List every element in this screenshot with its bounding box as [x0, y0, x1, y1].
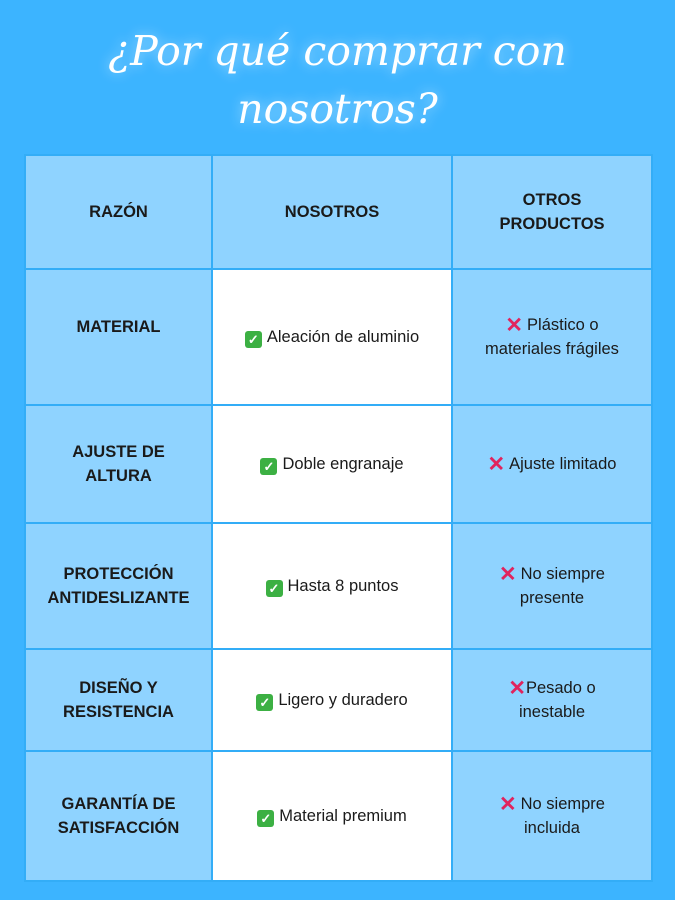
- others-text-line2: presente: [519, 589, 585, 607]
- row-label: [25, 269, 212, 405]
- row-label-line2: ALTURA: [85, 467, 152, 485]
- cross-mark-icon: ✕: [499, 563, 517, 586]
- check-mark-icon: ✓: [257, 810, 274, 827]
- table-header-row: [25, 155, 652, 269]
- page-title-line2: nosotros?: [237, 85, 438, 133]
- table-row: [25, 523, 652, 649]
- others-text-line2: materiales frágiles: [485, 340, 619, 358]
- row-label-line2: SATISFACCIÓN: [57, 819, 180, 837]
- check-mark-icon: ✓: [256, 694, 273, 711]
- row-label-line1: PROTECCIÓN: [63, 565, 174, 583]
- header-reason: RAZÓN: [25, 155, 212, 269]
- row-label: [25, 751, 212, 881]
- others-text-line1: Plástico o: [527, 316, 599, 334]
- page-title-line1: ¿Por qué comprar con: [108, 27, 567, 75]
- ours-cell: [212, 523, 452, 649]
- row-label-line1: DISEÑO Y: [79, 679, 158, 697]
- row-label: [25, 405, 212, 523]
- header-others: [452, 155, 652, 269]
- ours-cell: [212, 649, 452, 751]
- table-row: [25, 649, 652, 751]
- comparison-table: [24, 154, 653, 882]
- check-mark-icon: ✓: [266, 580, 283, 597]
- others-text-line1: Ajuste limitado: [509, 455, 617, 473]
- check-mark-icon: ✓: [245, 331, 262, 348]
- others-text-line1: No siempre: [520, 565, 605, 583]
- cross-mark-icon: ✕: [508, 677, 526, 700]
- others-text-line2: inestable: [518, 703, 586, 721]
- ours-cell: [212, 405, 452, 523]
- others-cell: [452, 405, 652, 523]
- table-row: [25, 751, 652, 881]
- row-label-line1: GARANTÍA DE: [61, 795, 176, 813]
- ours-text: Hasta 8 puntos: [287, 577, 399, 595]
- table-row: [25, 269, 652, 405]
- ours-text: Aleación de aluminio: [266, 328, 420, 346]
- cross-mark-icon: ✕: [499, 793, 517, 816]
- check-mark-icon: ✓: [260, 458, 277, 475]
- row-label-line2: RESISTENCIA: [63, 703, 174, 721]
- ours-text: Doble engranaje: [282, 455, 404, 473]
- row-label-line2: ANTIDESLIZANTE: [47, 589, 190, 607]
- others-cell: [452, 649, 652, 751]
- header-ours: NOSOTROS: [212, 155, 452, 269]
- header-others-line1: OTROS: [522, 191, 582, 209]
- others-cell: [452, 269, 652, 405]
- cross-mark-icon: ✕: [487, 453, 506, 476]
- page-title: [0, 22, 675, 138]
- others-cell: [452, 751, 652, 881]
- row-label: [25, 649, 212, 751]
- others-text-line1: No siempre: [520, 795, 605, 813]
- ours-text: Ligero y duradero: [278, 691, 408, 709]
- cross-mark-icon: ✕: [505, 314, 524, 337]
- row-label-line1: MATERIAL: [76, 318, 161, 336]
- header-others-line2: PRODUCTOS: [499, 215, 605, 233]
- ours-cell: [212, 751, 452, 881]
- table-row: [25, 405, 652, 523]
- row-label-line1: AJUSTE DE: [72, 443, 165, 461]
- ours-text: Material premium: [279, 807, 407, 825]
- others-cell: [452, 523, 652, 649]
- others-text-line1: Pesado o: [525, 679, 596, 697]
- ours-cell: [212, 269, 452, 405]
- row-label: [25, 523, 212, 649]
- others-text-line2: incluida: [524, 819, 580, 837]
